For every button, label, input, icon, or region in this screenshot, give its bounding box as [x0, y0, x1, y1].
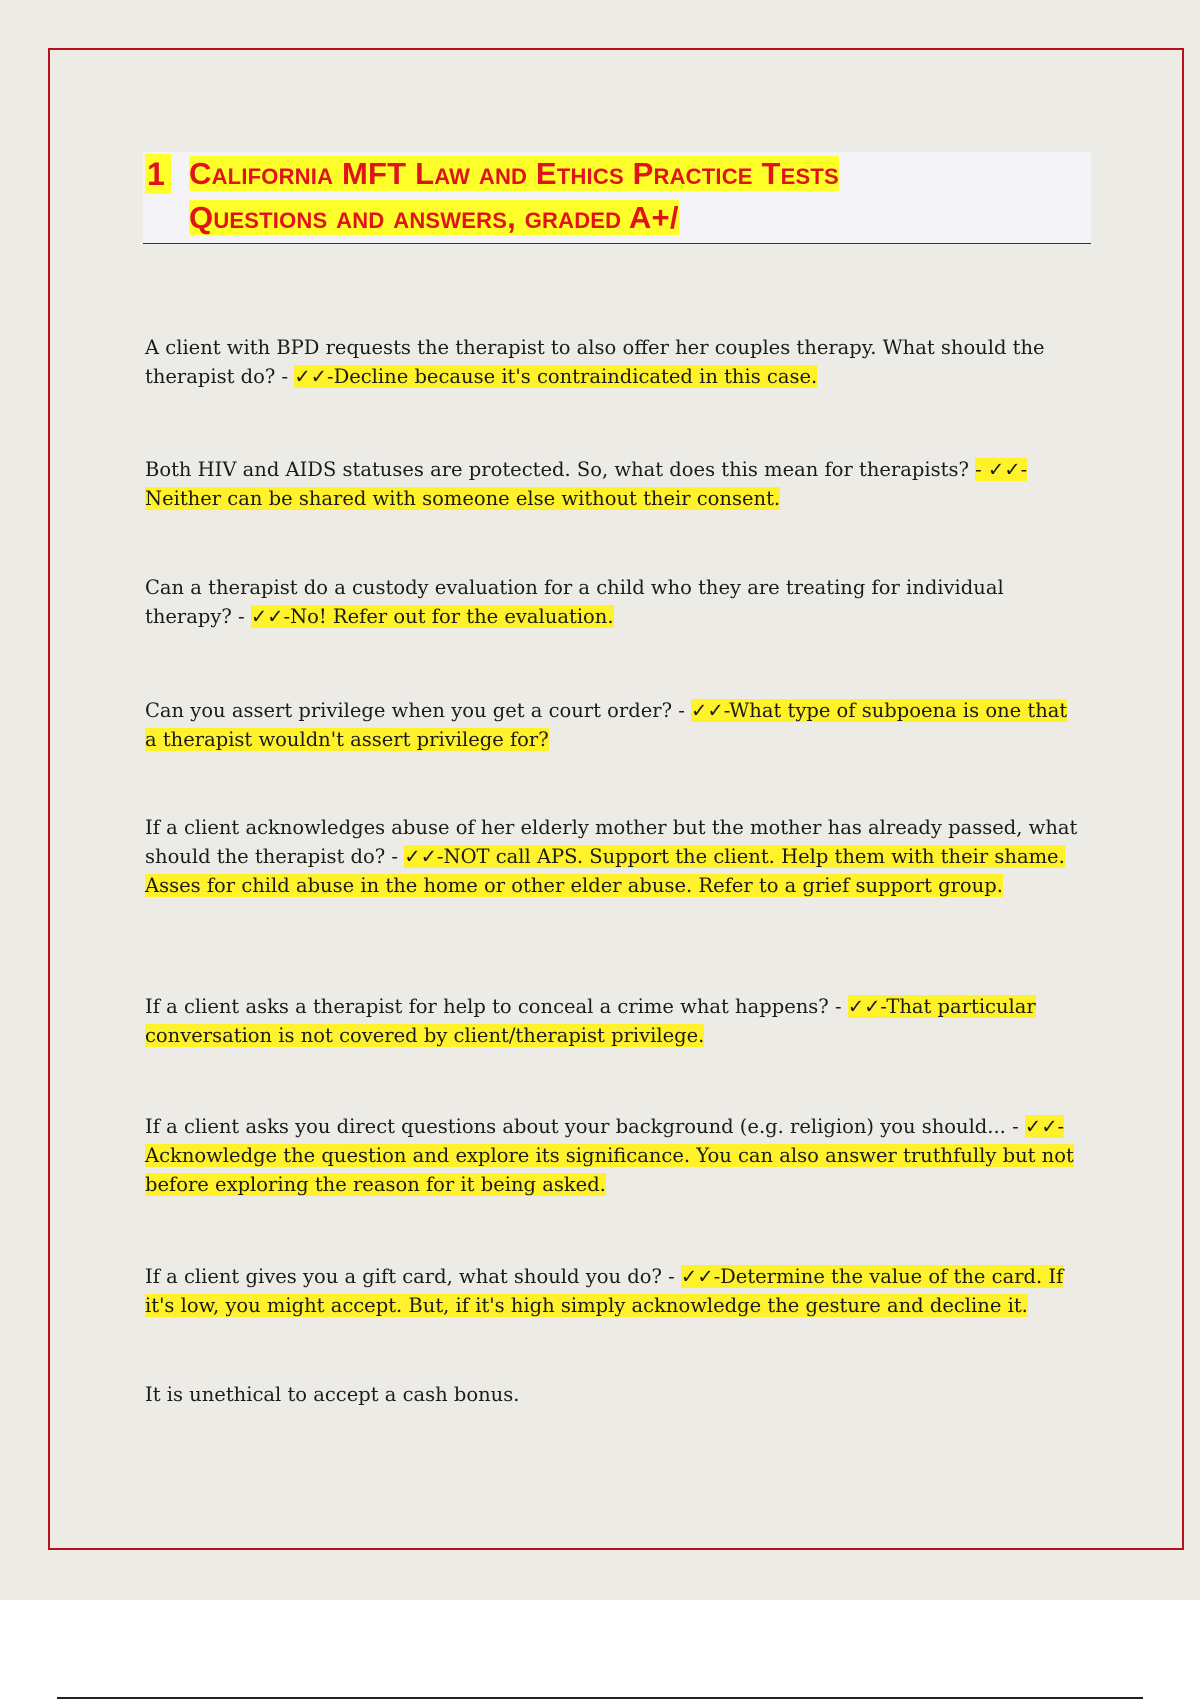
- footer-rule: [57, 1697, 1143, 1699]
- qa-item: [145, 696, 1085, 754]
- page-border-frame: [48, 48, 1184, 1550]
- document-title-block: [143, 152, 1091, 244]
- heading-number: 1: [145, 154, 171, 194]
- answer-text: ✓✓-Acknowledge the question and explore its significance. You can also answer truthfully but not before exploring the reason for it being asked.: [145, 1115, 1074, 1196]
- qa-item: [145, 333, 1085, 391]
- answer-text: ✓✓-That particular conversation is not covered by client/therapist privilege.: [145, 995, 1036, 1047]
- qa-item: [145, 992, 1085, 1050]
- question-text: Both HIV and AIDS statuses are protected. So, what does this mean for therapists?: [145, 458, 976, 481]
- answer-text: ✓✓-No! Refer out for the evaluation.: [250, 605, 614, 628]
- qa-item: [145, 1112, 1085, 1199]
- qa-item: [145, 455, 1085, 513]
- answer-text: ✓✓-NOT call APS. Support the client. Help them with their shame. Asses for child abuse in the home or other elder abuse. Refer to a grief support group.: [145, 845, 1065, 897]
- question-text: If a client asks you direct questions about your background (e.g. religion) you should... -: [145, 1115, 1025, 1138]
- title-line-2: Questions and answers, graded A+/: [189, 200, 679, 235]
- question-text: If a client acknowledges abuse of her elderly mother but the mother has already passed, what should the therapist do? -: [145, 816, 1078, 868]
- qa-item: [145, 573, 1085, 631]
- title-line-1: California MFT Law and Ethics Practice Tests: [189, 156, 839, 191]
- question-text: Can you assert privilege when you get a court order? -: [145, 699, 692, 722]
- answer-text: ✓✓-What type of subpoena is one that a therapist wouldn't assert privilege for?: [145, 699, 1068, 751]
- question-text: A client with BPD requests the therapist to also offer her couples therapy. What should the therapist do? -: [145, 336, 1045, 388]
- answer-text: - ✓✓- Neither can be shared with someone else without their consent.: [145, 458, 1028, 510]
- qa-item: [145, 1262, 1085, 1320]
- question-text: If a client gives you a gift card, what should you do? -: [145, 1265, 681, 1288]
- question-text: If a client asks a therapist for help to conceal a crime what happens? -: [145, 995, 848, 1018]
- question-text: It is unethical to accept a cash bonus.: [145, 1383, 520, 1406]
- qa-item: [145, 1380, 1085, 1409]
- answer-text: ✓✓-Decline because it's contraindicated in this case.: [294, 365, 818, 388]
- qa-item: [145, 813, 1085, 900]
- question-text: Can a therapist do a custody evaluation for a child who they are treating for individual therapy? -: [145, 576, 1004, 628]
- answer-text: ✓✓-Determine the value of the card. If it's low, you might accept. But, if it's high simply acknowledge the gesture and decline it.: [145, 1265, 1064, 1317]
